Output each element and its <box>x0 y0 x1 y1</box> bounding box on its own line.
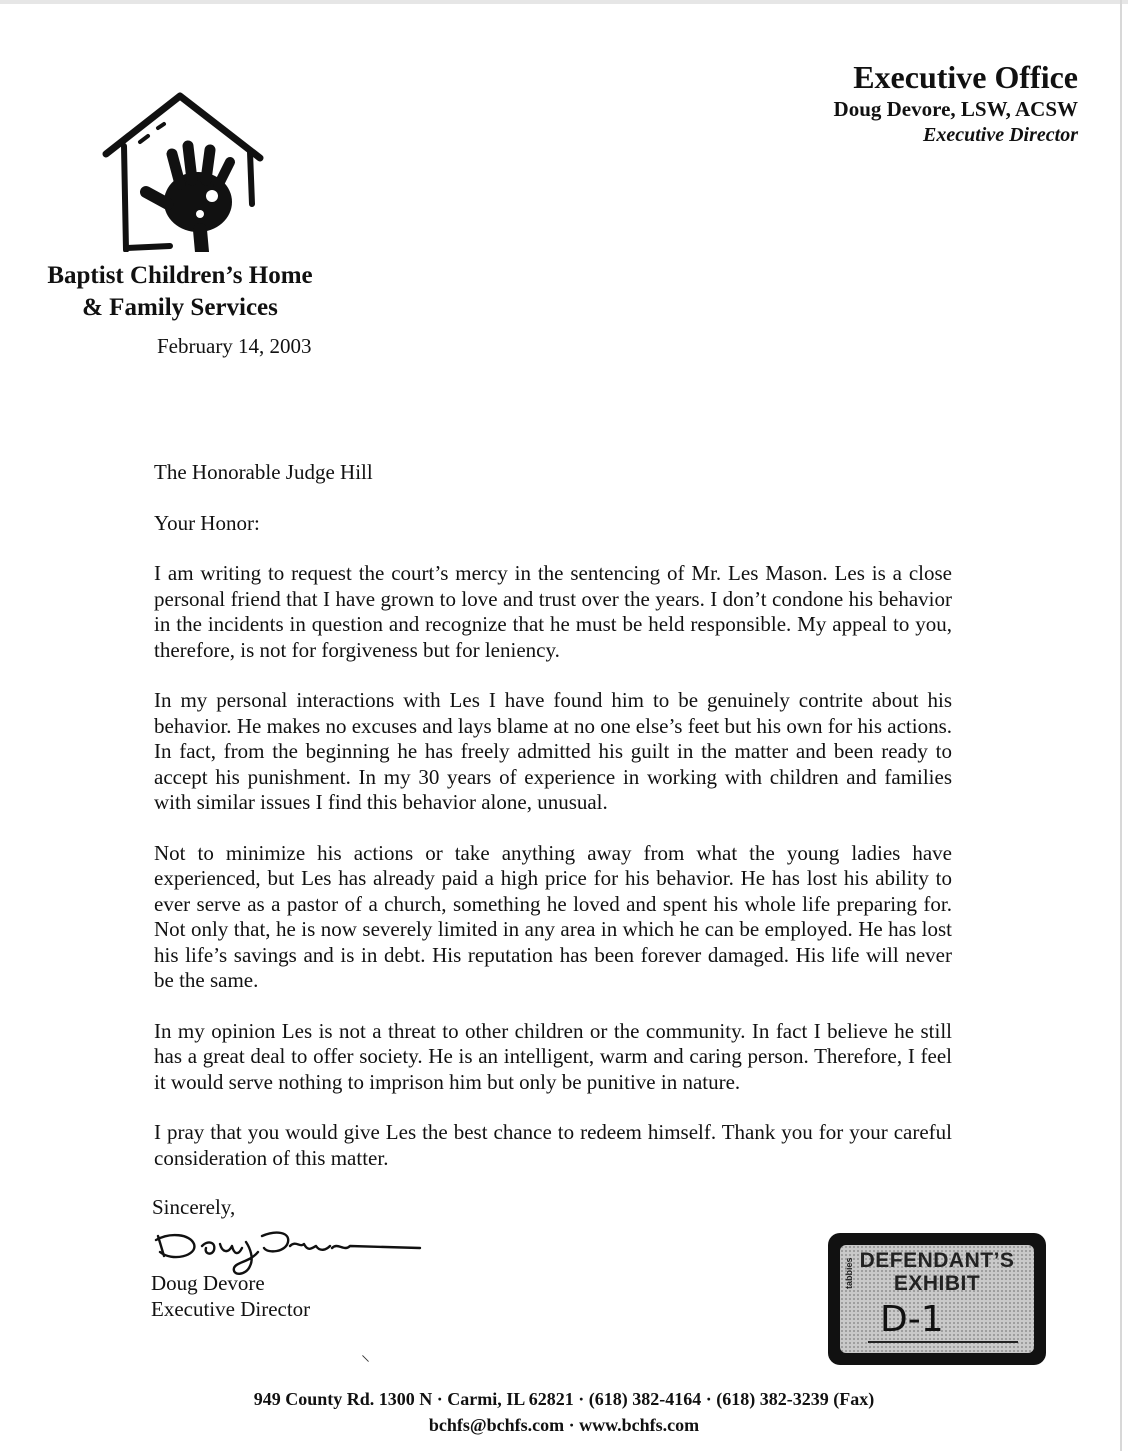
paragraph-5: I pray that you would give Les the best chance to redeem himself. Thank you for your careful consideration of this matter. <box>154 1120 952 1170</box>
recipient: The Honorable Judge Hill <box>154 460 373 484</box>
paragraph-3: Not to minimize his actions or take anything away from what the young ladies have experienced, but Les has already paid a high price for his behavior. He has lost his ability to ever serve as a pastor of a church, something he loved and spent his whole life preparing for. Not only that, he is now severely limited in any area in which he can be employed. He has lost his life’s savings and is in debt. His reputation has been forever damaged. His life will never be the same. <box>154 840 952 992</box>
organization-line-2: & Family Services <box>82 294 278 321</box>
closing: Sincerely, <box>152 1195 236 1219</box>
office-title: Executive Office <box>853 59 1078 95</box>
director-title: Executive Director <box>923 124 1078 146</box>
stamp-line-1: DEFENDANT’S <box>859 1249 1015 1272</box>
paragraph-4: In my opinion Les is not a threat to other children or the community. In fact I believe he still has a great deal to offer society. He is an intelligent, warm and caring person. Therefore, I feel it would serve nothing to imprison him but only be punitive in nature. <box>154 1018 952 1094</box>
page-top-edge <box>0 0 1128 4</box>
salutation: Your Honor: <box>154 510 260 535</box>
signer-name: Doug Devore <box>151 1271 265 1295</box>
signer-block <box>151 1270 310 1322</box>
paragraph-2: In my personal interactions with Les I have found him to be genuinely contrite about his behavior. He makes no excuses and lays blame at no one else’s feet but his own for his actions. In fact, from the beginning he has freely admitted his guilt in the matter and been ready to accept his punishment. In my 30 years of experience in working with children and families with similar issues I find this behavior alone, unusual. <box>154 688 952 814</box>
page-right-edge <box>1120 0 1122 1451</box>
exhibit-stamp-label <box>840 1245 1034 1353</box>
stamp-brand: tabbies <box>844 1257 854 1289</box>
stray-mark-icon: ⸌ <box>361 1352 370 1372</box>
stamp-line-2: EXHIBIT <box>893 1272 981 1295</box>
stamp-underline <box>868 1341 1018 1343</box>
paragraph-1: I am writing to request the court’s mercy in the sentencing of Mr. Les Mason. Les is a close personal friend that I have grown to love and trust over the years. I don’t condone his behavior in the incidents in question and recognize that he must be held responsible. My appeal to you, therefore, is not for forgiveness but for leniency. <box>154 561 952 662</box>
executive-office-header <box>834 58 1078 148</box>
organization-line-1: Baptist Children’s Home <box>47 262 313 289</box>
letter-body <box>154 460 952 1196</box>
organization-name <box>30 260 330 324</box>
signer-title: Executive Director <box>151 1297 311 1321</box>
exhibit-number: D-1 <box>880 1299 944 1340</box>
letter-date: February 14, 2003 <box>157 334 312 358</box>
exhibit-stamp <box>828 1233 1046 1365</box>
footer-address: 949 County Rd. 1300 N · Carmi, IL 62821 · (618) 382-4164 · (618) 382-3239 (Fax) <box>253 1389 875 1409</box>
director-name: Doug Devore, LSW, ACSW <box>833 97 1078 121</box>
letterhead-footer <box>0 1386 1128 1438</box>
house-hand-logo-icon <box>100 92 265 252</box>
footer-web: bchfs@bchfs.com · www.bchfs.com <box>428 1415 700 1435</box>
